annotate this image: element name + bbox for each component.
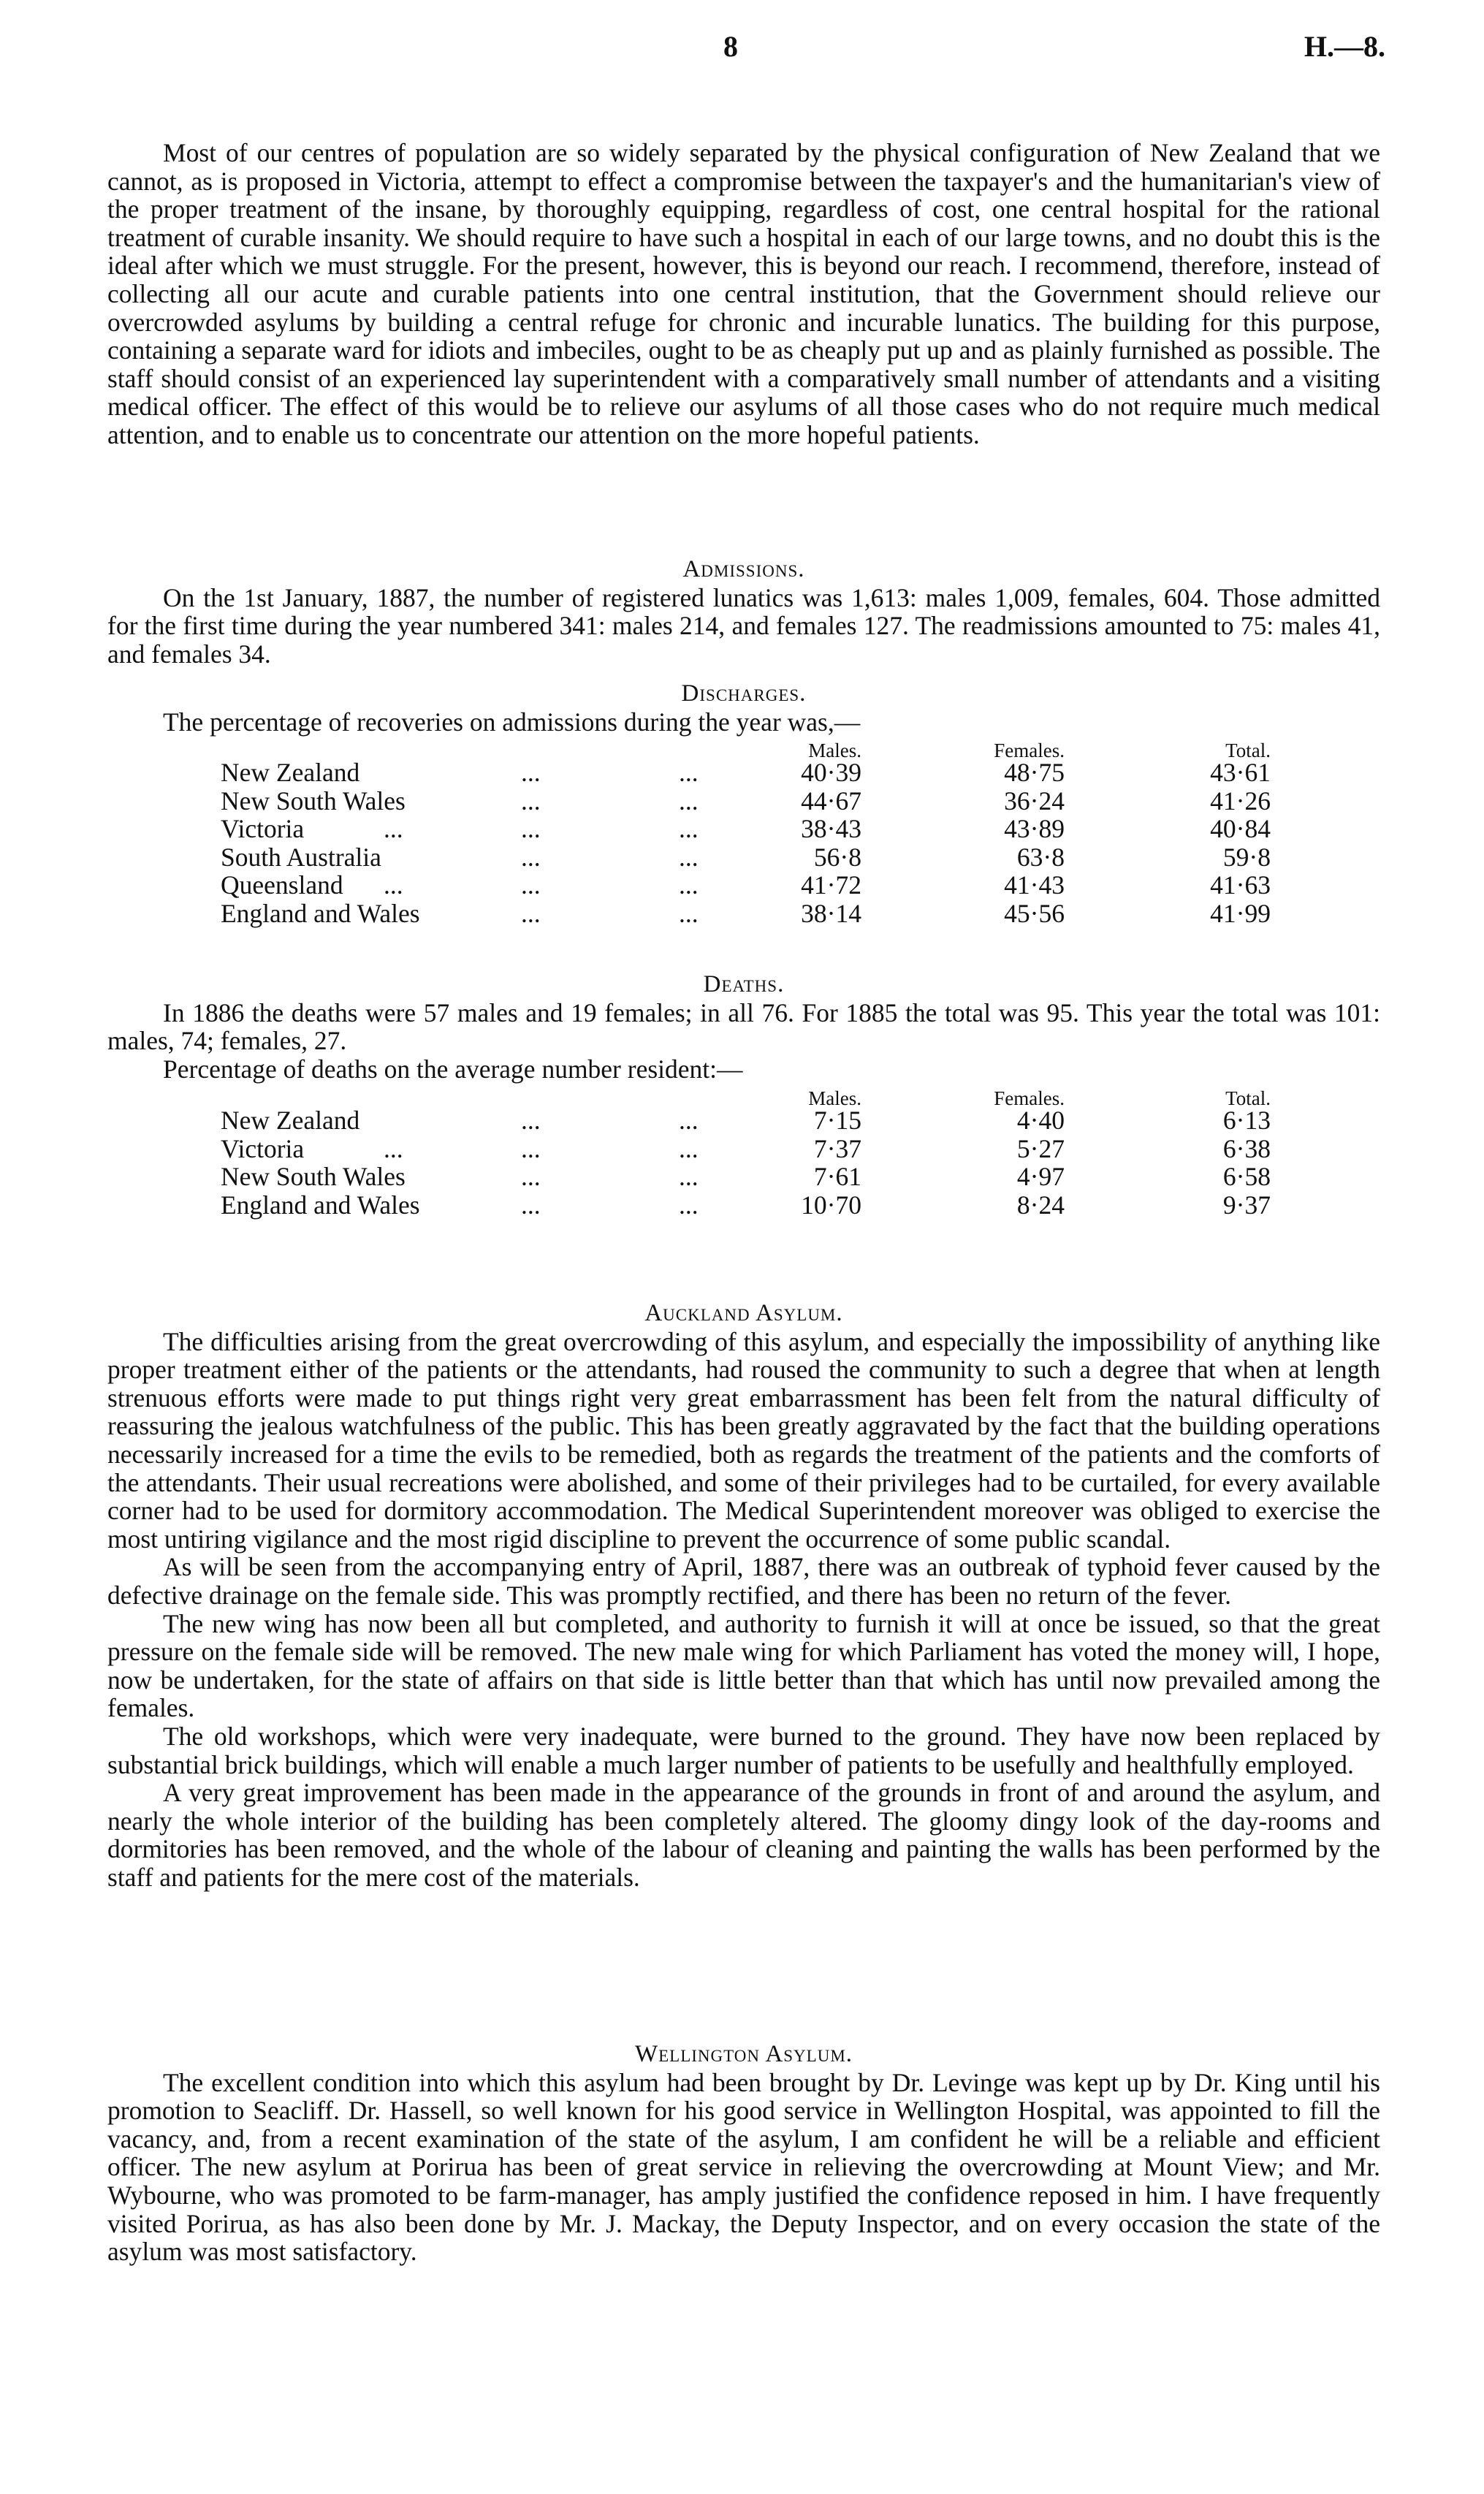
cell-males: 10·70	[801, 1190, 861, 1220]
cell-males: 38·43	[801, 814, 861, 844]
leader-dots: ...	[679, 898, 699, 928]
table-row	[107, 759, 1380, 787]
leader-dots: ...	[679, 786, 699, 816]
cell-males: 44·67	[801, 786, 861, 816]
leader-dots: ...	[521, 1133, 541, 1163]
cell-females: 8·24	[1016, 1190, 1065, 1220]
deaths-paragraph: In 1886 the deaths were 57 males and 19 females; in all 76. For 1885 the total was 95. This year the total was 101: males, 74; females, 27.	[107, 997, 1380, 1056]
row-name: England and Wales	[221, 898, 420, 928]
row-name: New South Wales	[221, 1162, 406, 1192]
table-row	[107, 1106, 1380, 1135]
auckland-paragraph-3: The new wing has now been all but completed, and authority to furnish it will at once be issued, so that the great pressure on the female side will be removed. The new male wing for which Parliament has voted the money will, I hope, now be undertaken, for the state of affairs on that side is little better than that which has until now prevailed among the females.	[107, 1608, 1380, 1723]
col-males: Males.	[808, 1087, 861, 1109]
table-row	[107, 1191, 1380, 1220]
table-row	[107, 900, 1380, 928]
cell-total: 41·26	[1210, 786, 1271, 816]
row-name: New Zealand	[221, 758, 360, 787]
col-total: Total.	[1225, 740, 1271, 761]
cell-total: 41·63	[1210, 870, 1271, 900]
leader-dots: ...	[679, 842, 699, 872]
leader-dots: ...	[679, 758, 699, 787]
cell-females: 41·43	[1004, 870, 1065, 900]
recoveries-table	[107, 737, 1380, 928]
table-row	[107, 871, 1380, 900]
document-reference: H.—8.	[1304, 30, 1385, 63]
discharges-section	[107, 680, 1380, 950]
col-males: Males.	[808, 740, 861, 761]
row-name: Queensland	[221, 870, 343, 900]
row-name: New Zealand	[221, 1106, 360, 1135]
cell-total: 9·37	[1222, 1190, 1271, 1220]
leader-dots: ...	[521, 1106, 541, 1135]
cell-females: 48·75	[1004, 758, 1065, 787]
col-females: Females.	[994, 1087, 1065, 1109]
discharges-intro: The percentage of recoveries on admissions during the year was,—	[163, 707, 861, 737]
cell-total: 40·84	[1210, 814, 1271, 844]
intro-paragraph: Most of our centres of population are so widely separated by the physical configuration of New Zealand that we cannot, as is proposed in Victoria, attempt to effect a compromise between the taxpayer's and the humanitarian's view of the proper treatment of the insane, by thoroughly equipping, regardless of cost, one central hospital for the rational treatment of curable insanity. We should require to have such a hospital in each of our large towns, and no doubt this is the ideal after which we must struggle. For the present, however, this is beyond our reach. I recommend, therefore, instead of collecting all our acute and curable patients into one central institution, that the Government should relieve our overcrowded asylums by building a central refuge for chronic and incurable lunatics. The building for this purpose, containing a separate ward for idiots and imbeciles, ought to be as cheaply put up and as plainly furnished as possible. The staff should consist of an experienced lay superintendent with a comparatively small number of attendants and a visiting medical officer. The effect of this would be to relieve our asylums of all those cases who do not require much medical attention, and to enable us to concentrate our attention on the more hopeful patients.	[107, 138, 1380, 449]
cell-total: 6·38	[1222, 1133, 1271, 1163]
cell-males: 7·15	[813, 1106, 861, 1135]
cell-males: 7·61	[813, 1162, 861, 1192]
cell-males: 38·14	[801, 898, 861, 928]
cell-females: 36·24	[1004, 786, 1065, 816]
row-name: England and Wales	[221, 1190, 420, 1220]
wellington-heading: Wellington Asylum.	[634, 2041, 853, 2067]
leader-dots: ...	[521, 814, 541, 844]
cell-total: 6·13	[1222, 1106, 1271, 1135]
leader-dots: ...	[679, 870, 699, 900]
leader-dots: ...	[679, 1106, 699, 1135]
leader-dots: ...	[679, 1190, 699, 1220]
table-header	[107, 1084, 1380, 1109]
admissions-section	[107, 555, 1380, 668]
cell-females: 63·8	[1016, 842, 1065, 872]
admissions-heading: Admissions.	[682, 556, 805, 582]
leader-dots: ...	[521, 786, 541, 816]
table-header	[107, 737, 1380, 759]
auckland-paragraph-5: A very great improvement has been made in the appearance of the grounds in front of and around the asylum, and nearly the whole interior of the building has been completely altered. The gloomy dingy look of the day-rooms and dormitories has been removed, and the whole of the labour of cleaning and painting the walls has been performed by the staff and patients for the mere cost of the materials.	[107, 1778, 1380, 1892]
col-total: Total.	[1225, 1087, 1271, 1109]
leader-dots: ...	[521, 758, 541, 787]
cell-total: 41·99	[1210, 898, 1271, 928]
leader-dots: ...	[521, 842, 541, 872]
cell-total: 43·61	[1210, 758, 1271, 787]
leader-dots: ...	[384, 1133, 403, 1163]
cell-females: 43·89	[1004, 814, 1065, 844]
table-row	[107, 843, 1380, 872]
wellington-section	[107, 2040, 1380, 2266]
leader-dots: ...	[384, 870, 403, 900]
discharges-heading: Discharges.	[681, 680, 807, 707]
intro-section	[107, 139, 1380, 449]
leader-dots: ...	[679, 814, 699, 844]
deaths-table	[107, 1084, 1380, 1219]
leader-dots: ...	[679, 1162, 699, 1192]
cell-total: 6·58	[1222, 1162, 1271, 1192]
table-row	[107, 1135, 1380, 1163]
auckland-paragraph-2: As will be seen from the accompanying entry of April, 1887, there was an outbreak of typhoid fever caused by the defective drainage on the female side. This was promptly rectified, and there has been no return of the fever.	[107, 1552, 1380, 1610]
cell-females: 5·27	[1016, 1133, 1065, 1163]
auckland-heading: Auckland Asylum.	[644, 1300, 843, 1326]
admissions-paragraph: On the 1st January, 1887, the number of registered lunatics was 1,613: males 1,009, females, 604. Those admitted for the first time during the year numbered 341: males 214, and females 127. The readmissions amounted to 75: males 41, and females 34.	[107, 582, 1380, 669]
cell-females: 45·56	[1004, 898, 1065, 928]
row-name: Victoria	[221, 814, 305, 844]
col-females: Females.	[994, 740, 1065, 761]
leader-dots: ...	[521, 1190, 541, 1220]
row-name: South Australia	[221, 842, 381, 872]
leader-dots: ...	[521, 870, 541, 900]
table-row	[107, 1163, 1380, 1191]
table-row	[107, 787, 1380, 816]
cell-males: 56·8	[813, 842, 861, 872]
leader-dots: ...	[384, 814, 403, 844]
deaths-intro: Percentage of deaths on the average number resident:—	[163, 1054, 743, 1084]
page-number: 8	[723, 30, 738, 63]
cell-females: 4·40	[1016, 1106, 1065, 1135]
wellington-paragraph: The excellent condition into which this asylum had been brought by Dr. Levinge was kept up by Dr. King until his promotion to Seacliff. Dr. Hassell, so well known for his good service in Wellington Hospital, was appointed to fill the vacancy, and, from a recent examination of the state of the asylum, I am confident he will be a reliable and efficient officer. The new asylum at Porirua has been of great service in relieving the overcrowding at Mount View; and Mr. Wybourne, who was promoted to be farm-manager, has amply justified the confidence reposed in him. I have frequently visited Porirua, as has also been done by Mr. J. Mackay, the Deputy Inspector, and on every occasion the state of the asylum was most satisfactory.	[107, 2067, 1380, 2267]
row-name: New South Wales	[221, 786, 406, 816]
auckland-section	[107, 1299, 1380, 1891]
cell-females: 4·97	[1016, 1162, 1065, 1192]
leader-dots: ...	[521, 1162, 541, 1192]
auckland-paragraph-1: The difficulties arising from the great overcrowding of this asylum, and especially the impossibility of anything like proper treatment either of the patients or the attendants, had roused the community to such a degree that when at length strenuous efforts were made to put things right very great embarrassment has been felt from the natural difficulty of reassuring the jealous watchfulness of the public. This has been greatly aggravated by the fact that the building operations necessarily increased for a time the evils to be remedied, both as regards the treatment of the patients and the comforts of the attendants. Their usual recreations were abolished, and some of their privileges had to be curtailed, for every available corner had to be used for dormitory accommodation. The Medical Superintendent moreover was obliged to exercise the most untiring vigilance and the most rigid discipline to prevent the occurrence of some public scandal.	[107, 1326, 1380, 1554]
auckland-paragraph-4: The old workshops, which were very inadequate, were burned to the ground. They have now been replaced by substantial brick buildings, which will enable a much larger number of patients to be usefully and healthfully employed.	[107, 1721, 1380, 1779]
row-name: Victoria	[221, 1133, 305, 1163]
leader-dots: ...	[521, 898, 541, 928]
cell-males: 40·39	[801, 758, 861, 787]
cell-males: 41·72	[801, 870, 861, 900]
cell-males: 7·37	[813, 1133, 861, 1163]
cell-total: 59·8	[1222, 842, 1271, 872]
deaths-section	[107, 970, 1380, 1292]
leader-dots: ...	[679, 1133, 699, 1163]
table-row	[107, 815, 1380, 843]
deaths-heading: Deaths.	[703, 971, 785, 997]
